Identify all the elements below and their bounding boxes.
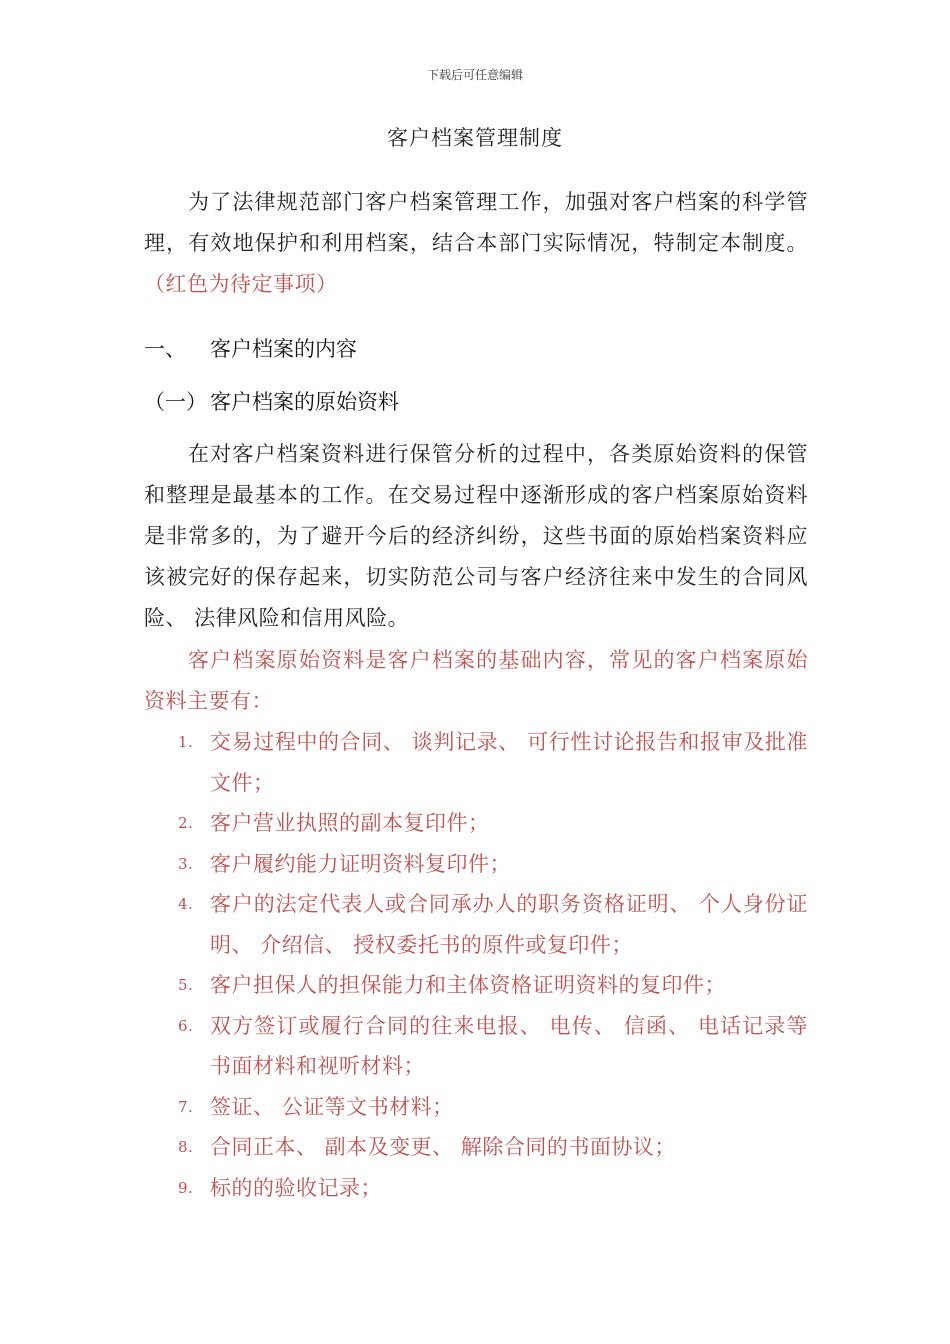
subsection-heading <box>144 387 399 417</box>
list-item-text: 双方签订或履行合同的往来电报、 电传、 信函、 电话记录等书面材料和视听材料； <box>210 1013 808 1078</box>
body-paragraph-1: 在对客户档案资料进行保管分析的过程中，各类原始资料的保管和整理是最基本的工作。在交易过程中逐渐形成的客户档案原始资料是非常多的，为了避开今后的经济纠纷，这些书面的原始档案资料应该被完好的保存起来，切实防范公司与客户经济往来中发生的合同风险、 法律风险和信用风险。 <box>144 442 808 630</box>
section-title: 客户档案的内容 <box>210 337 357 361</box>
list-item <box>144 803 808 844</box>
original-materials-list <box>144 722 808 1208</box>
list-item-number: 2. <box>178 814 194 832</box>
list-item <box>144 965 808 1006</box>
list-item-text: 交易过程中的合同、 谈判记录、 可行性讨论报告和报审及批准文件； <box>210 730 808 795</box>
list-item-text: 签证、 公证等文书材料； <box>210 1094 454 1119</box>
section-number: 一、 <box>144 337 186 361</box>
list-item-number: 5. <box>178 976 194 994</box>
pending-note: （红色为待定事项） <box>144 272 338 296</box>
list-item-number: 1. <box>178 733 194 751</box>
list-item <box>144 1127 808 1168</box>
list-item-text: 客户履约能力证明资料复印件； <box>210 851 511 876</box>
intro-paragraph <box>144 182 808 305</box>
list-item-text: 客户担保人的担保能力和主体资格证明资料的复印件； <box>210 973 726 997</box>
list-item-number: 7. <box>178 1097 194 1116</box>
list-item-text: 合同正本、 副本及变更、 解除合同的书面协议； <box>210 1135 676 1159</box>
section-heading <box>144 334 357 364</box>
list-item-text: 标的的验收记录； <box>210 1175 382 1200</box>
list-item <box>144 722 808 803</box>
body-paragraph-2: 客户档案原始资料是客户档案的基础内容，常见的客户档案原始资料主要有： <box>144 648 808 713</box>
intro-text: 为了法律规范部门客户档案管理工作，加强对客户档案的科学管理，有效地保护和利用档案，结合本部门实际情况，特制定本制度。 <box>144 190 808 255</box>
list-item <box>144 884 808 965</box>
subsection-number: （一） <box>144 390 207 414</box>
list-item-number: 4. <box>178 895 194 913</box>
list-item-text: 客户的法定代表人或合同承办人的职务资格证明、 个人身份证明、 介绍信、 授权委托书的原件或复印件； <box>210 892 808 957</box>
list-item-number: 8. <box>178 1138 194 1156</box>
list-item-text: 客户营业执照的副本复印件； <box>210 811 490 835</box>
list-item <box>144 1168 808 1209</box>
document-title: 客户档案管理制度 <box>387 126 563 150</box>
list-item-number: 9. <box>178 1178 194 1197</box>
list-item <box>144 1006 808 1087</box>
list-item <box>144 1087 808 1128</box>
list-item-number: 3. <box>178 854 194 873</box>
list-item <box>144 844 808 885</box>
list-item-number: 6. <box>178 1016 194 1035</box>
subsection-title: 客户档案的原始资料 <box>210 390 399 414</box>
header-note: 下载后可任意编辑 <box>426 68 523 82</box>
